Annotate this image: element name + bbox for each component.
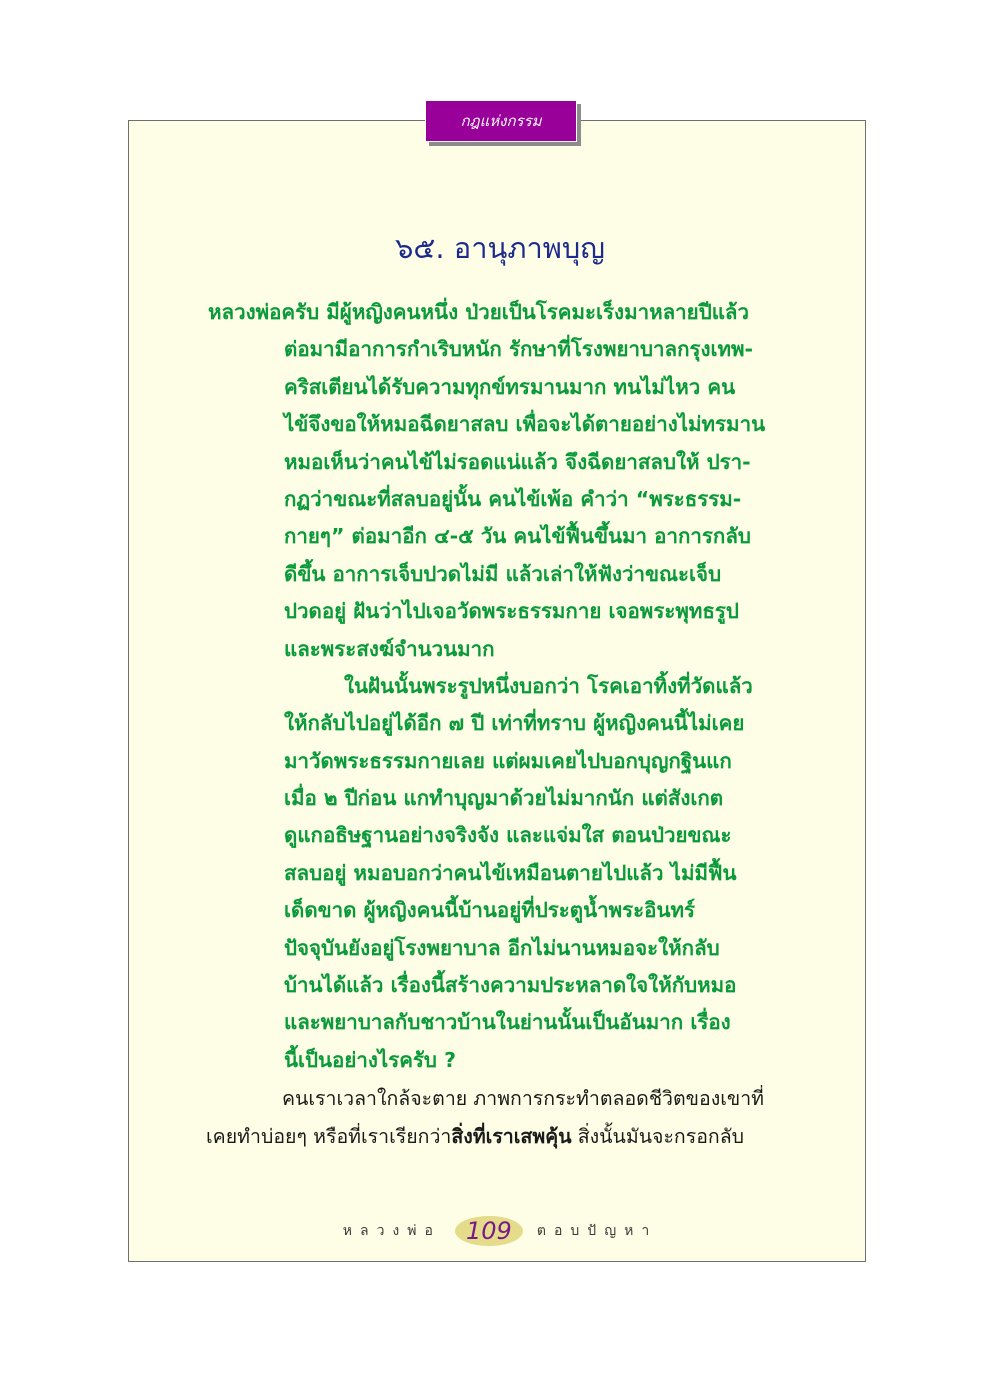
answer-line — [206, 1118, 806, 1156]
question-line: ให้กลับไปอยู่ได้อีก ๗ ปี เท่าที่ทราบ ผู้หญิงคนนี้ไม่เคย — [284, 711, 745, 736]
answer-text: เคยทำบ่อยๆ หรือที่เราเรียกว่า — [206, 1125, 452, 1148]
chapter-title: ๖๕. อานุภาพบุญ — [395, 231, 605, 265]
question-line: เมื่อ ๒ ปีก่อน แกทำบุญมาด้วยไม่มากนัก แต่สังเกต — [284, 786, 724, 811]
question-line: ดูแกอธิษฐานอย่างจริงจัง และแจ่มใส ตอนป่วยขณะ — [284, 823, 732, 848]
question-line: ในฝันนั้นพระรูปหนึ่งบอกว่า โรคเอาทิ้งที่วัดแล้ว — [344, 673, 753, 698]
section-tab — [425, 100, 577, 142]
footer-left-text: หลวงพ่อ — [342, 1223, 441, 1239]
answer-line: คนเราเวลาใกล้จะตาย ภาพการกระทำตลอดชีวิตของเขาที่ — [282, 1087, 765, 1110]
question-line: และพยาบาลกับชาวบ้านในย่านนั้นเป็นอันมาก เรื่อง — [284, 1010, 731, 1035]
answer-text: สิ่งนั้นมันจะกรอกลับ — [571, 1125, 745, 1148]
question-line: ต่อมามีอาการกำเริบหนัก รักษาที่โรงพยาบาลกรุงเทพ- — [284, 337, 754, 362]
question-line: หลวงพ่อครับ มีผู้หญิงคนหนึ่ง ป่วยเป็นโรคมะเร็งมาหลายปีแล้ว — [208, 300, 749, 324]
question-line: นี้เป็นอย่างไรครับ ? — [284, 1047, 456, 1072]
question-line: มาวัดพระธรรมกายเลย แต่ผมเคยไปบอกบุญกฐินแก — [284, 748, 732, 773]
page-number: 109 — [455, 1216, 523, 1246]
question-line: ไข้จึงขอให้หมอฉีดยาสลบ เพื่อจะได้ตายอย่างไม่ทรมาน — [284, 412, 766, 437]
section-tab-label: กฎแห่งกรรม — [460, 112, 542, 130]
question-line: กายๆ” ต่อมาอีก ๔-๕ วัน คนไข้ฟื้นขึ้นมา อาการกลับ — [284, 524, 751, 549]
answer-block — [206, 1080, 806, 1156]
answer-emphasis: สิ่งที่เราเสพคุ้น — [451, 1125, 572, 1148]
footer-right-text: ตอบปัญหา — [536, 1223, 658, 1239]
question-line: ดีขึ้น อาการเจ็บปวดไม่มี แล้วเล่าให้ฟังว่าขณะเจ็บ — [284, 561, 722, 586]
question-line: บ้านได้แล้ว เรื่องนี้สร้างความประหลาดใจให้กับหมอ — [284, 973, 737, 998]
question-line: สลบอยู่ หมอบอกว่าคนไข้เหมือนตายไปแล้ว ไม่มีฟื้น — [284, 860, 737, 885]
question-line: กฏว่าขณะที่สลบอยู่นั้น คนไข้เพ้อ คำว่า “พระธรรม- — [284, 486, 742, 511]
question-block — [200, 294, 800, 1079]
question-line: หมอเห็นว่าคนไข้ไม่รอดแน่แล้ว จึงฉีดยาสลบให้ ปรา- — [284, 449, 751, 474]
question-line: ปัจจุบันยังอยู่โรงพยาบาล อีกไม่นานหมอจะให้กลับ — [284, 935, 720, 960]
question-line: เด็ดขาด ผู้หญิงคนนี้บ้านอยู่ที่ประตูน้ำพระอินทร์ — [284, 898, 695, 923]
page-footer — [0, 1213, 1000, 1249]
question-line: ปวดอยู่ ฝันว่าไปเจอวัดพระธรรมกาย เจอพระพุทธรูป — [284, 599, 739, 624]
question-line: คริสเตียนได้รับความทุกข์ทรมานมาก ทนไม่ไหว คน — [284, 374, 736, 399]
question-line: และพระสงฆ์จำนวนมาก — [284, 636, 495, 661]
